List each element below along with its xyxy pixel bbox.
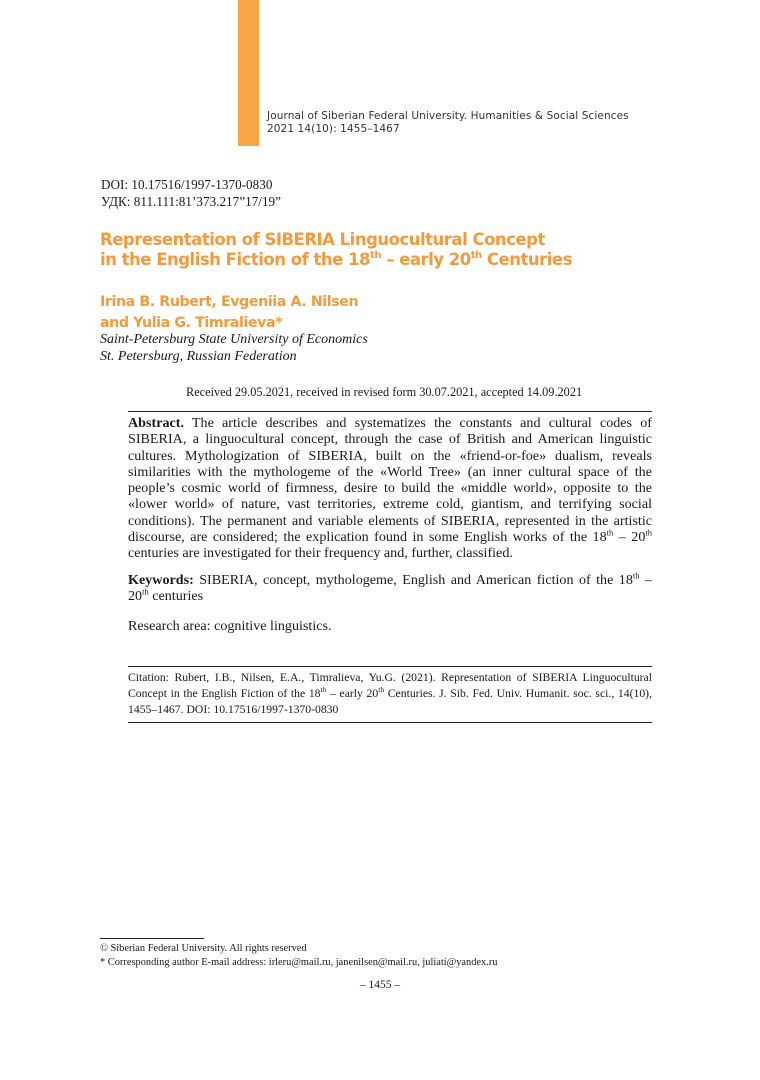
keywords-text: – 20: [128, 571, 652, 604]
affiliation: [100, 331, 368, 365]
affiliation-line-2: St. Petersburg, Russian Federation: [100, 349, 297, 364]
abstract-section: [128, 415, 652, 635]
citation-superscript: th: [378, 685, 385, 695]
citation-text: Centuries. J. Sib. Fed. Univ. Humanit. soc. sci., 14(10), 1455–1467. DOI: 10.17516/1997-1370-0830: [128, 687, 653, 716]
footnote-rule: [100, 938, 204, 939]
abstract-text: The article describes and systematizes the constants and cultural codes of SIBERIA, a linguocultural concept, through the case of British and American linguistic cultures. Mythologization of SIBERIA, built on the «friend-or-foe» dualism, reveals similarities with the mythologeme of the «World Tree» (an inner cultural space of the people’s cosmic world of firmness, desire to build the «middle world», opposite to the «lower world» of nature, vast territories, extreme cold, giantism, and terrifying social conditions). The permanent and variable elements of SIBERIA, represented in the artistic discourse, are considered; the explication found in some English works of the 18: [128, 415, 652, 546]
corresponding-author-note: * Corresponding author E-mail address: irleru@mail.ru, janenilsen@mail.ru, juliati@yandex.ru: [100, 957, 498, 968]
copyright-note: © Siberian Federal University. All rights reserved: [100, 943, 307, 954]
page-number: – 1455 –: [359, 979, 401, 991]
citation: [128, 670, 652, 718]
keywords-superscript: th: [142, 586, 149, 597]
article-meta: [101, 177, 281, 210]
journal-name: Journal of Siberian Federal University. Humanities & Social Sciences: [267, 110, 629, 122]
keywords-text: SIBERIA, concept, mythologeme, English and American fiction of the 18: [193, 571, 633, 588]
title-text: – early 20: [380, 250, 471, 269]
authors-line-2: and Yulia G. Timralieva*: [100, 315, 283, 331]
authors: [100, 292, 358, 334]
title-superscript: th: [470, 249, 482, 261]
citation-superscript: th: [320, 685, 327, 695]
journal-header: [267, 110, 629, 136]
abstract-text: – 20: [613, 529, 646, 546]
footnotes: [100, 942, 497, 970]
journal-accent-bar: [238, 0, 259, 146]
research-area: Research area: cognitive linguistics.: [128, 618, 332, 635]
keywords-label: Keywords:: [128, 571, 194, 588]
abstract-text: centuries are investigated for their frequency and, further, classified.: [128, 545, 513, 562]
received-dates: Received 29.05.2021, received in revised form 30.07.2021, accepted 14.09.2021: [186, 385, 583, 399]
abstract: [128, 415, 652, 562]
abstract-top-rule: [128, 411, 652, 412]
authors-line-1: Irina B. Rubert, Evgeniia A. Nilsen: [100, 294, 359, 310]
affiliation-line-1: Saint-Petersburg State University of Economics: [100, 332, 368, 347]
title-text: Centuries: [481, 250, 572, 269]
keywords: [128, 569, 652, 605]
title-superscript: th: [370, 249, 381, 261]
title-line-1: Representation of SIBERIA Linguocultural Concept: [100, 230, 545, 249]
abstract-label: Abstract.: [128, 415, 184, 431]
citation-text: – early 20: [326, 687, 379, 700]
abstract-superscript: th: [645, 527, 653, 538]
title-text: in the English Fiction of the 18: [100, 250, 371, 269]
citation-bottom-rule: [128, 722, 652, 723]
abstract-superscript: th: [606, 527, 614, 538]
citation-text: Citation: Rubert, I.B., Nilsen, E.A., Timralieva, Yu.G. (2021). Representation of SIBERIA Linguocultural Concept in the English Fiction of the 18: [128, 671, 652, 700]
keywords-superscript: th: [632, 569, 640, 580]
article-title: [100, 230, 572, 270]
udk: УДК: 811.111:81’373.217”17/19”: [101, 193, 281, 209]
doi: DOI: 10.17516/1997-1370-0830: [101, 177, 273, 192]
journal-issue: 2021 14(10): 1455–1467: [267, 123, 400, 135]
title-line-2: [100, 250, 572, 270]
keywords-text: centuries: [148, 587, 204, 604]
citation-top-rule: [128, 666, 652, 667]
